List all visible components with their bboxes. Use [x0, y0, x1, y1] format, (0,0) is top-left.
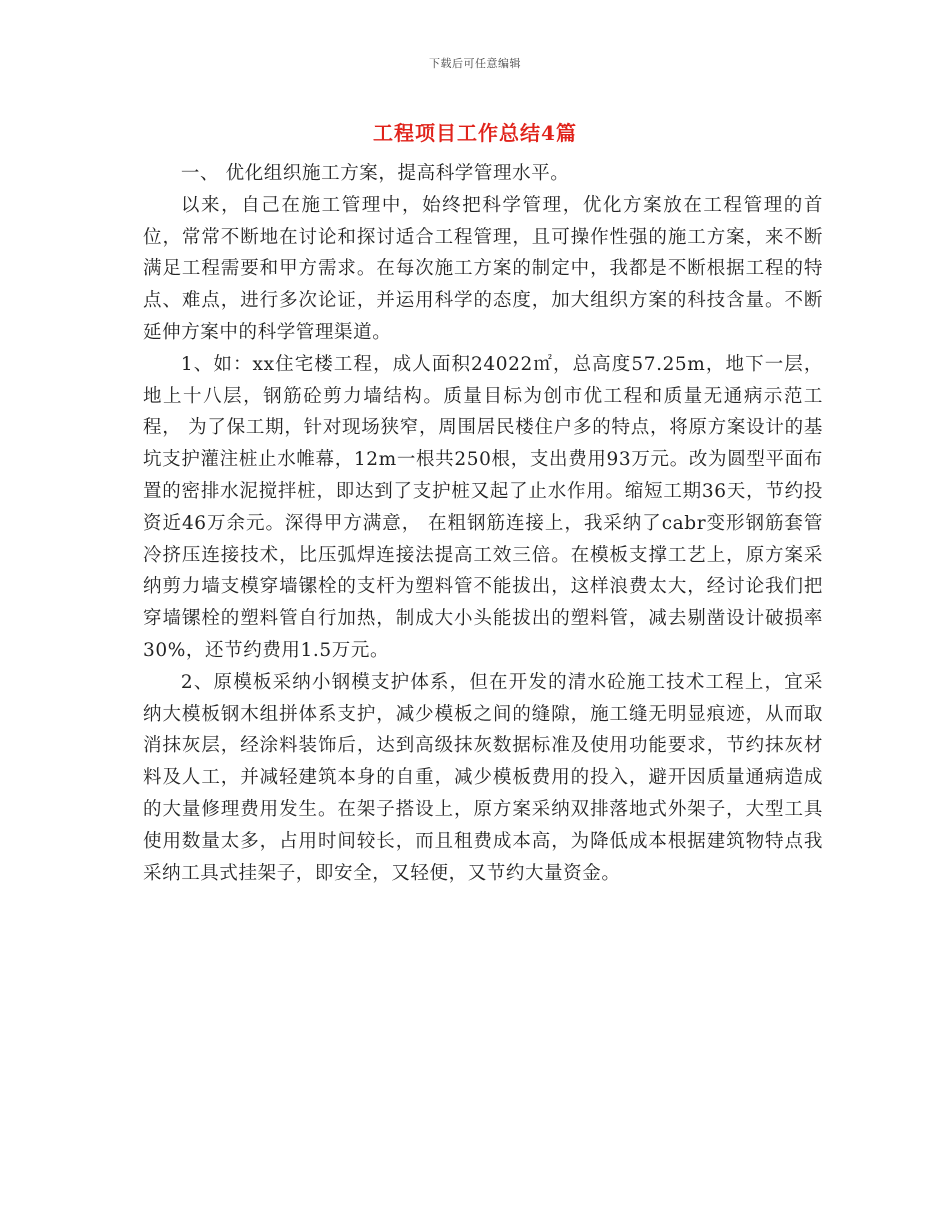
paragraph-intro: 以来，自己在施工管理中，始终把科学管理，优化方案放在工程管理的首位，常常不断地在讨论和探讨适合工程管理，且可操作性强的施工方案，来不断满足工程需要和甲方需求。在每次施工方案的制定中，我都是不断根据工程的特点、难点，进行多次论证，并运用科学的态度，加大组织方案的科技含量。不断延伸方案中的科学管理渠道。 [143, 194, 823, 343]
header-note: 下载后可任意编辑 [429, 57, 521, 70]
paragraph-item-2: 2、原模板采纳小钢模支护体系，但在开发的清水砼施工技术工程上，宜采纳大模板钢木组拼体系支护，减少模板之间的缝隙，施工缝无明显痕迹，从而取消抹灰层，经涂料装饰后，达到高级抹灰数据标准及使用功能要求，节约抹灰材料及人工，并减轻建筑本身的自重，减少模板费用的投入，避开因质量通病造成的大量修理费用发生。在架子搭设上，原方案采纳双排落地式外架子，大型工具使用数量太多，占用时间较长，而且租费成本高，为降低成本根据建筑物特点我采纳工具式挂架子，即安全，又轻便，又节约大量资金。 [143, 671, 823, 884]
document-title: 工程项目工作总结4篇 [373, 121, 577, 145]
section-heading: 一、 优化组织施工方案，提高科学管理水平。 [180, 163, 570, 184]
paragraph-item-1: 1、如：xx住宅楼工程，成人面积24022㎡，总高度57.25m，地下一层，地上十八层，钢筋砼剪力墙结构。质量目标为创市优工程和质量无通病示范工程， 为了保工期，针对现场狭窄，周围居民楼住户多的特点，将原方案设计的基坑支护灌注桩止水帷幕，12m一根共250根，支出费用93万元。改为圆型平面布置的密排水泥搅拌桩，即达到了支护桩又起了止水作用。缩短工期36天，节约投资近46万余元。深得甲方满意， 在粗钢筋连接上，我采纳了cabr变形钢筋套管冷挤压连接技术，比压弧焊连接法提高工效三倍。在模板支撑工艺上，原方案采纳剪力墙支模穿墙镙栓的支杆为塑料管不能拔出，这样浪费太大，经讨论我们把穿墙镙栓的塑料管自行加热，制成大小头能拔出的塑料管，减去剔凿设计破损率30%，还节约费用1.5万元。 [143, 353, 823, 661]
document-body [143, 158, 823, 889]
